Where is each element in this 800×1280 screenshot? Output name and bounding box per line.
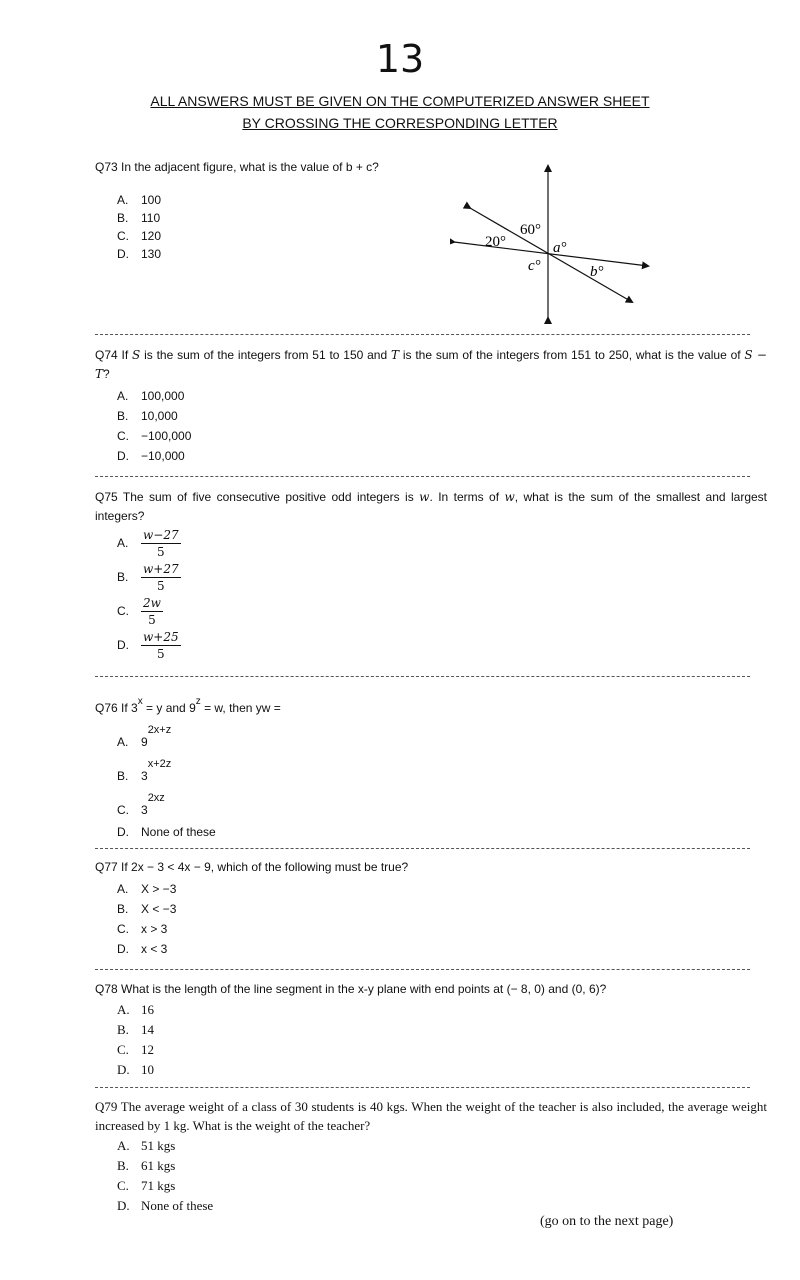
- option-letter: A.: [117, 735, 129, 749]
- option-79-a: [117, 1135, 767, 1155]
- question-78-options: [117, 999, 767, 1079]
- denominator: 5: [156, 578, 165, 593]
- question-77-stem: Q77 If 2x − 3 < 4x − 9, which of the following must be true?: [95, 860, 409, 874]
- option-text: None of these: [141, 824, 216, 839]
- stem-text: = y and 9: [142, 701, 196, 715]
- question-78: [95, 980, 767, 1079]
- option-75-a: [117, 526, 767, 560]
- option-74-c: [117, 426, 767, 446]
- option-text: −100,000: [141, 428, 192, 443]
- option-text: 120: [141, 228, 162, 243]
- option-78-d: [117, 1059, 767, 1079]
- power-base: 3: [141, 803, 148, 817]
- variable-w: w: [504, 490, 515, 504]
- angle-60-label: 60°: [520, 222, 541, 238]
- option-letter: D.: [117, 448, 129, 463]
- option-letter: C.: [117, 603, 129, 618]
- instruction-line-1: ALL ANSWERS MUST BE GIVEN ON THE COMPUTERIZED ANSWER SHEET: [150, 93, 650, 109]
- numerator: w+27: [143, 561, 179, 576]
- divider: [95, 334, 750, 335]
- variable-w: w: [419, 490, 430, 504]
- option-text: 16: [141, 1001, 154, 1017]
- question-73-stem: Q73 In the adjacent figure, what is the value of b + c?: [95, 160, 379, 174]
- option-text: x < 3: [141, 941, 168, 956]
- option-text: 14: [141, 1021, 154, 1037]
- option-letter: D.: [117, 246, 129, 261]
- option-text: 51 kgs: [141, 1137, 176, 1153]
- option-73-c: [117, 227, 767, 245]
- option-text: −10,000: [141, 448, 185, 463]
- page-number: 13: [375, 37, 425, 81]
- option-letter: A.: [117, 1137, 130, 1153]
- stem-text: is the sum of the integers from 51 to 150 and: [140, 348, 391, 362]
- divider: [95, 848, 750, 849]
- power-base: 9: [141, 735, 148, 749]
- option-76-c: [117, 786, 767, 820]
- power-exponent: x+2z: [147, 758, 172, 770]
- option-letter: C.: [117, 228, 129, 243]
- numerator: w+25: [143, 629, 179, 644]
- divider: [95, 1087, 750, 1088]
- option-letter: A.: [117, 192, 129, 207]
- stem-text: Q74 If: [95, 348, 133, 362]
- option-letter: C.: [117, 921, 129, 936]
- option-letter: B.: [117, 569, 129, 584]
- option-text: 110: [141, 210, 161, 225]
- question-79-stem: Q79 The average weight of a class of 30 students is 40 kgs. When the weight of the teacher is also included, the average weight increased by 1 kg. What is the weight of the teacher?: [95, 1099, 767, 1133]
- option-74-d: [117, 446, 767, 466]
- question-74-options: [117, 386, 767, 466]
- option-letter: C.: [117, 428, 129, 443]
- stem-text: . In terms of: [429, 490, 505, 504]
- option-73-a: [117, 191, 767, 209]
- option-letter: D.: [117, 637, 129, 652]
- option-text: 100: [141, 192, 162, 207]
- option-78-c: [117, 1039, 767, 1059]
- instructions: [0, 90, 800, 134]
- option-78-a: [117, 999, 767, 1019]
- option-75-b: [117, 560, 767, 594]
- denominator: 5: [156, 544, 165, 559]
- option-79-b: [117, 1155, 767, 1175]
- option-text: 10,000: [141, 408, 178, 423]
- power-base: 3: [141, 769, 148, 783]
- option-text: 12: [141, 1041, 154, 1057]
- option-letter: D.: [117, 1061, 130, 1077]
- numerator: 2w: [143, 595, 161, 610]
- option-74-a: [117, 386, 767, 406]
- option-75-d: [117, 628, 767, 662]
- option-75-c: [117, 594, 767, 628]
- stem-text: is the sum of the integers from 151 to 250, what is the value of: [399, 348, 745, 362]
- option-76-a: [117, 718, 767, 752]
- option-letter: C.: [117, 1177, 129, 1193]
- question-76: [95, 692, 767, 844]
- stem-text: Q76 If 3: [95, 701, 138, 715]
- option-77-b: [117, 899, 767, 919]
- option-text: x > 3: [141, 921, 168, 936]
- option-text: 61 kgs: [141, 1157, 176, 1173]
- option-text: X > −3: [141, 881, 177, 896]
- question-75: [95, 488, 767, 662]
- option-letter: A.: [117, 388, 129, 403]
- variable-s: S: [132, 348, 141, 362]
- divider: [95, 676, 750, 677]
- option-letter: B.: [117, 901, 129, 916]
- question-76-options: [117, 718, 767, 844]
- power-exponent: 2xz: [147, 792, 165, 804]
- option-letter: B.: [117, 1157, 129, 1173]
- angle-20-label: 20°: [485, 234, 506, 250]
- exponent: z: [195, 696, 201, 707]
- option-73-b: [117, 209, 767, 227]
- option-text: 71 kgs: [141, 1177, 176, 1193]
- instruction-line-2: BY CROSSING THE CORRESPONDING LETTER: [242, 115, 558, 131]
- option-text: 130: [141, 246, 162, 261]
- power-exponent: 2x+z: [147, 724, 172, 736]
- fraction: [141, 562, 181, 593]
- option-73-d: [117, 245, 767, 263]
- option-text: None of these: [141, 1197, 214, 1213]
- shallow-line: [454, 242, 648, 266]
- angle-b-label: b°: [590, 264, 604, 280]
- question-77: [95, 858, 767, 959]
- option-letter: A.: [117, 881, 129, 896]
- divider: [95, 476, 750, 477]
- question-74: [95, 346, 767, 466]
- question-75-options: [117, 526, 767, 662]
- fraction: [141, 596, 163, 627]
- option-letter: B.: [117, 210, 129, 225]
- question-74-stem: [95, 346, 767, 384]
- denominator: 5: [148, 612, 156, 627]
- divider: [95, 969, 750, 970]
- option-letter: D.: [117, 1197, 130, 1213]
- option-76-d: [117, 820, 767, 844]
- option-79-c: [117, 1175, 767, 1195]
- denominator: 5: [156, 646, 165, 661]
- option-letter: B.: [117, 769, 129, 783]
- footer-next-page: (go on to the next page): [540, 1214, 674, 1229]
- question-76-stem: [95, 692, 767, 718]
- option-77-c: [117, 919, 767, 939]
- option-letter: B.: [117, 408, 129, 423]
- question-75-stem: [95, 488, 767, 526]
- exponent: x: [137, 696, 143, 707]
- stem-text: ?: [103, 367, 110, 381]
- fraction: [141, 630, 181, 661]
- option-letter: D.: [117, 824, 129, 839]
- question-77-options: [117, 879, 767, 959]
- variable-t: T: [390, 348, 399, 362]
- option-78-b: [117, 1019, 767, 1039]
- angle-figure: [450, 160, 660, 325]
- option-77-a: [117, 879, 767, 899]
- question-78-stem: Q78 What is the length of the line segment in the x-y plane with end points at (− 8, 0) and (0, 6)?: [95, 982, 607, 996]
- option-76-b: [117, 752, 767, 786]
- option-letter: C.: [117, 1041, 129, 1057]
- option-letter: B.: [117, 1021, 129, 1037]
- option-text: 10: [141, 1061, 154, 1077]
- question-79: [95, 1097, 767, 1215]
- question-73-options: [117, 191, 767, 263]
- angle-c-label: c°: [528, 258, 541, 274]
- expression: S − T: [95, 348, 767, 381]
- option-text: X < −3: [141, 901, 177, 916]
- option-letter: C.: [117, 803, 129, 817]
- fraction: [141, 528, 181, 559]
- question-79-options: [117, 1135, 767, 1215]
- option-77-d: [117, 939, 767, 959]
- steep-line: [470, 208, 632, 302]
- stem-text: = w, then yw =: [200, 701, 281, 715]
- stem-text: Q75 The sum of five consecutive positive odd integers is: [95, 490, 420, 504]
- stem-text: , what is the sum of the smallest and largest integers?: [95, 490, 767, 523]
- numerator: w−27: [143, 527, 179, 542]
- option-letter: A.: [117, 1001, 130, 1017]
- option-letter: D.: [117, 941, 129, 956]
- option-text: 100,000: [141, 388, 185, 403]
- option-letter: A.: [117, 535, 129, 550]
- option-79-d: [117, 1195, 767, 1215]
- angle-a-label: a°: [553, 240, 567, 256]
- option-74-b: [117, 406, 767, 426]
- question-73: [95, 158, 767, 263]
